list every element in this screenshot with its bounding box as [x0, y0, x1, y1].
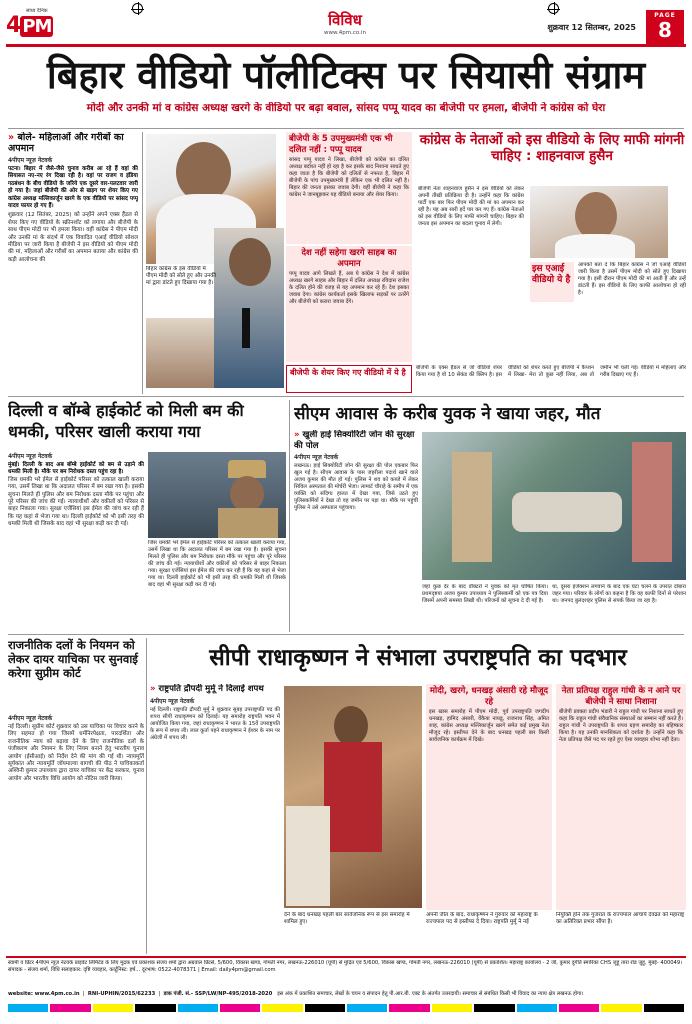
story5-headline: सीपी राधाकृष्णन ने संभाला उपराष्ट्रपति का पदभार: [209, 645, 627, 671]
ai-video-tag: इस एआई वीडियो ये है: [530, 262, 574, 302]
section-name: विविध: [328, 11, 362, 29]
police-photo: [148, 452, 286, 538]
imprint: स्वामी व प्रिंटर 4पीएम न्यूज़ नेटवर्क प्राइवेट लिमिटेड के लिए मुद्रक एवं प्रकाशक संजय शर्मा द्वारा अग्रवाल प्रिंटर्स, 5/600, विकास खण्ड, गोमती नगर, लखनऊ-226010 (यूपी) से मुद्रित एवं 5/600, विकास खण्ड, गोमती नगर, लखनऊ-226010 (यूपी) से प्रकाशित। महाराष्ट्र कार्यालय - 2 जी, कुमार दुर्गति स्मारिका CHS जूहू तारा रोड जुहू, मुंबई- 400049। संपादक - संजय शर्मा, विधि सलाहकार: दृष्टि व्यवहार, कार्टूनिस्ट: हर्ष... दूरभाष: 0522-4078371 | Email: daily4pm@gmail.com: [8, 960, 683, 973]
ai-video-text: आपको बता दें कि बिहार कांग्रेस ने जो एआई वीडियो जारी किया है उसमें पीएम मोदी को सोते हुए दिखाया गया है। इसी दौरान पीएम मोदी की मां आती हैं और उन्हें डांटती हैं। इस वीडियो के लिए काफी आलोचना हो रही है।: [578, 262, 686, 296]
story5-column-3: नियुक्ति होने तक गुजरात के राज्यपाल आचार्य देवव्रत को महाराष्ट्र का अतिरिक्त प्रभार सौंपा है।: [556, 912, 685, 925]
lead-deck: मोदी और उनकी मां व कांग्रेस अध्यक्ष खरगे के वीडियो पर बढ़ा बवाल, सांसद पप्पू यादव का बीजेपी पर हमला, बीजेपी ने कांग्रेस को घेरा: [86, 102, 606, 114]
website-label: www.4pm.co.in: [324, 30, 366, 36]
pappu-yadav-photo: [214, 228, 284, 388]
byline: 4पीएम न्यूज़ नेटवर्क: [8, 157, 53, 164]
bjp-video-text: बीजेपी के एक्स हैंडल से जो वीडियो शेयर किया गया है वो 10 सेकंड की क्लिप है। इस वीडियो को शेयर करते हुए बीजेपी ने कैप्शन में लिखा- मेरा तो कुछ नहीं लिया, अब तो जमीन भी चली गई। वीडियो में महिलाएं और गरीब दिखाए गए हैं।: [416, 365, 686, 378]
date: शुक्रवार 12 सितम्बर, 2025: [547, 23, 636, 32]
story2-column-1: 4पीएम न्यूज़ नेटवर्क मुंबई। दिल्ली के बाद अब बॉम्बे हाईकोर्ट को बम से उड़ाने की धमकी मिली है। मौके पर बम निरोधक दस्ता पहुंच रहा है। जिस धमकी भरे ईमेल से हाईकोर्ट परिसर को तत्काल खाली कराया गया, उसमें लिखा था कि अदालत परिसर में बम रखा गया है। इसकी सूचना मिलते ही पुलिस और बम निरोधक दस्ता मौके पर पहुंचा और पूरे परिसर की जांच की गई। न्यायाधीशों और वकीलों को परिसर से बाहर निकाला गया। सुरक्षा एजेंसियां इस ईमेल की जांच कर रही हैं कि यह कहां से भेजा गया था। दिल्ली हाईकोर्ट को भी इसी तरह की धमकी मिली थी जिसके बाद वहां भी सुरक्षा कड़ी कर दी गई।: [8, 453, 144, 528]
shahnawaz-photo: [530, 186, 668, 258]
color-bar: [8, 1004, 684, 1016]
story4-headline: राजनीतिक दलों के नियमन को लेकर दायर याचिका पर सुनवाई करेगा सुप्रीम कोर्ट: [8, 638, 138, 680]
oath-caption: देने के बाद धनखड़ पहली बार सार्वजनिक रूप से इस समारोह में शामिल हुए।: [284, 912, 410, 925]
shahnawaz-text: बीजेपी नेता शाहनवाज हुसैन ने इस वीडियो को लेकर अपनी तीखी प्रतिक्रिया दी है। उन्होंने कहा कि कांग्रेस पार्टी एक बार फिर पीएम मोदी की मां का अपमान कर रही है। यह अब सारी हदें पार कर गए हैं। कांग्रेस नेताओं को इस वीडियो के लिए माफी मांगनी चाहिए। बिहार की जनता इस अपमान का बदला चुनाव में लेगी।: [418, 186, 524, 227]
story5-column-1: » राष्ट्रपति द्रौपदी मुर्मू ने दिलाई शपथ 4पीएम न्यूज़ नेटवर्क नई दिल्ली। राष्ट्रपति द्रौपदी मुर्मू ने शुक्रवार सुबह उपराष्ट्रपति पद की शपथ सीपी राधाकृष्णन को दिलाई। यह समारोह राष्ट्रपति भवन में आयोजित किया गया, जहां राधाकृष्णन ने भारत के 15वें उपराष्ट्रपति के रूप में शपथ ली। लाल कुर्ता पहने राधाकृष्णन ने ईश्वर के नाम पर अंग्रेजी में शपथ ली।: [150, 684, 280, 741]
story2-column-2: जिस धमकी भरे ईमेल से हाईकोर्ट परिसर को तत्काल खाली कराया गया, उसमें लिखा था कि अदालत परिसर में बम रखा गया है। इसकी सूचना मिलते ही पुलिस और बम निरोधक दस्ता मौके पर पहुंचा और पूरे परिसर की जांच की गई। न्यायाधीशों और वकीलों को परिसर से बाहर निकाला गया। सुरक्षा एजेंसियां इस ईमेल की जांच कर रही हैं कि यह कहां से भेजा गया था। दिल्ली हाईकोर्ट को भी इसी तरह की धमकी मिली थी जिसके बाद वहां भी सुरक्षा कड़ी कर दी गई।: [148, 540, 286, 588]
logo-tagline: सांध्य दैनिक: [26, 8, 48, 14]
lead-column-1: » बोले- महिलाओं और गरीबों का अपमान 4पीएम न्यूज़ नेटवर्क पटना। बिहार में जैसे-जैसे चुनाव करीब आ रहे हैं वहां की सियासत नए-नए रंग दिखा रही है। वहां पर राजग व इंडिया गठबंधन के बीच वीडियो के जरिये एक दूसरे वार-पलटवार जारी हो गया है। जहां बीजेपी की ओर से खड़ग पर शेयर किए गए कांग्रेस अध्यक्ष मल्लिकार्जुन खरगे के एक वीडियो पर सांसद पप्पू यादव फायर हो गए हैं। शुक्रवार (12 सितंबर, 2025) को उन्होंने अपने एक्स हैंडल से शेयर किए गए वीडियो के स्क्रीनशॉट को लगाया और बीजेपी के साथ पीएम मोदी पर भी हमला किया। वहीं कांग्रेस ने पीएम मोदी और उनकी मां के संदर्भ में एक विवादित एआई वीडियो सोशल मीडिया पर जारी किया है बीजेपी ने इस वीडियो को पीएम मोदी की मां, महिलाओं और गरीबों का अपमान बताया और कांग्रेस की कड़ी आलोचना की: [8, 132, 138, 263]
masthead-rule: [6, 44, 686, 47]
attendees-box: मोदी, खरगे, धनखड़ अंसारी रहे मौजूद रहे इस खास समारोह में पीएम मोदी, पूर्व उपराष्ट्रपति जगदीप धनखड़, हामिद अंसारी, वेंकैया नायडू, राजनाथ सिंह, अमित शाह, कांग्रेस अध्यक्ष मल्लिकार्जुन खरगे समेत कई प्रमुख नेता मौजूद रहे। इस्तीफा देने के बाद धनखड़ पहली बार किसी सार्वजनिक कार्यक्रम में दिखे।: [426, 684, 552, 910]
story3-headline: सीएम आवास के करीब युवक ने खाया जहर, मौत: [294, 404, 601, 424]
hospital-photo: [422, 432, 686, 580]
registration-mark: [548, 3, 559, 14]
story2-headline: दिल्ली व बॉम्बे हाईकोर्ट को मिली बम की धमकी, परिसर खाली कराया गया: [8, 401, 244, 441]
footer-rule: [6, 956, 686, 958]
footer-meta: website: www.4pm.co.in | RNI-UPHIN/2015/62233 | डाक पंजी. सं.- SSP/LW/NP-495/2018-2020 इस अंक में प्रकाशित समाचार, लेखों के चयन व संपादन हेतु पी.आर.बी. एक्ट के अंतर्गत उत्तरदायी। समाचार से संबंधित किसी भी विवाद का न्याय क्षेत्र लखनऊ होगा।: [8, 991, 584, 997]
rahul-box: नेता प्रतिपक्ष राहुल गांधी के न आने पर बीजेपी ने साधा निशाना बीजेपी प्रवक्ता प्रदीप भंडारी ने राहुल गांधी पर निशाना साधते हुए कहा कि राहुल गांधी संवैधानिक संस्थाओं का सम्मान नहीं करते हैं। राहुल गांधी ने उपराष्ट्रपति के शपथ ग्रहण समारोह का बहिष्कार किया है। यह उनकी मानसिकता को दर्शाता है। उन्होंने कहा कि नेता प्रतिपक्ष जैसे पद पर रहते हुए ऐसा व्यवहार शोभा नहीं देता।: [556, 684, 686, 910]
story5-column-2: अपनी जीत के बाद, राधाकृष्णन ने गुरुवार को महाराष्ट्र के राज्यपाल पद से इस्तीफा दे दिया। राष्ट्रपति मुर्मू ने नई: [426, 912, 538, 925]
story4-column: 4पीएम न्यूज़ नेटवर्क नई दिल्ली। सुप्रीम कोर्ट शुक्रवार को उस याचिका पर विचार करने के लिए सहमत हो गया जिसमें धर्मनिरपेक्षता, पारदर्शिता और राजनीतिक न्याय को बढ़ावा देने के लिए राजनीतिक दलों के पंजीकरण और नियमन के लिए नियम बनाने हेतु भारतीय चुनाव आयोग (ईसीआई) को निर्देश देने की मांग की गई थी। न्यायमूर्ति सूर्यकांत और न्यायमूर्ति जॉयमाल्या बागची की पीठ ने याचिकाकर्ता अश्विनी कुमार उपाध्याय द्वारा दायर याचिका पर केंद्र सरकार, चुनाव आयोग और भारतीय विधि आयोग को नोटिस जारी किया।: [8, 715, 144, 782]
oath-photo: [284, 686, 422, 908]
page-number-box: PAGE 8: [646, 10, 684, 44]
lead-photo-caption: बिहार कांग्रेस के इस वीडियो में पीएम मोदी को सोते हुए और उनकी मां द्वारा डांटते हुए दिखाया गया है।: [146, 266, 216, 286]
story3-column-2: जहां कुछ देर के बाद डॉक्टरों ने युवक को मृत घोषित किया। प्रथमदृष्टया अजय कुमार उपाध्याय ने पुलिसकर्मी को एक पत्र दिया जिसमें अपनी समस्या लिखी थी। परिजनों को सूचना दे दी गई है।: [422, 584, 548, 604]
logo: सांध्य दैनिक 4 PM: [6, 8, 52, 38]
bjp-video-box: बीजेपी के शेयर किए गए वीडियो में ये है: [286, 365, 412, 393]
registration-mark: [132, 3, 143, 14]
pappu-box: बीजेपी के 5 उपमुख्यमंत्री एक भी दलित नहीं : पप्पू यादव सांसद पप्पू यादव ने लिखा, बीजेपी को कांग्रेस का दलित अध्यक्ष बर्दाश्त नहीं हो रहा है कर इसके बाद निशाना साधते हुए कहा जाता है कि बीजेपी को दलितों से नफरत है, बिहार में बीजेपी के पांच उपमुख्यमंत्री हैं लेकिन एक भी दलित नहीं है। बिहार की जनता इसका जवाब देगी। वहीं बीजेपी ने कहा कि कांग्रेस ने जानबूझकर यह वीडियो बनाया और शेयर किया।: [286, 132, 412, 244]
video-still-photo: [146, 318, 214, 388]
lead-subhead: बोले- महिलाओं और गरीबों का अपमान: [8, 132, 124, 154]
kharge-insult-box: देश नहीं सहेगा खरगे साहब का अपमान पप्पू यादव आगे लिखते हैं, अब ये कांग्रेस ने देश में कांग्रेस अध्यक्ष खरगे साहब और बिहार में दलित अध्यक्ष रविदास राजेश के दलित होने की वजह से यह अपमान कर रहे हैं। देश इसका जवाब देगा। कांग्रेस कार्यकर्ता इसके खिलाफ सड़कों पर उतरेंगे और बीजेपी को करारा जवाब देंगे।: [286, 246, 412, 362]
lead-headline: बिहार वीडियो पॉलीटिक्स पर सियासी संग्राम: [46, 53, 646, 97]
story3-column-1: » खुली हाई सिक्योरिटी जोन की सुरक्षा की पोल 4पीएम न्यूज़ नेटवर्क लखनऊ। हाई सिक्योरिटी जोन की सुरक्षा की पोल एकबार फिर खुल गई है। सीएम आवास के पास जहरीला पदार्थ खाने वाले अजय कुमार की मौत हो गई। पुलिस ने शव को कब्जे में लेकर सिविल अस्पताल की मोर्चरी भेजा। लामार्ट चौराहे के समीप में एक व्यक्ति को संदिग्ध हालत में देखा गया, जिसे उठते हुए पुलिसकर्मियों ने देखा तो वह जमीन पर पड़ा था। मौके पर पहुंची पुलिस ने उसे अस्पताल पहुंचाया।: [294, 430, 418, 511]
shahnawaz-headline: कांग्रेस के नेताओं को इस वीडियो के लिए माफी मांगनी चाहिए : शाहनवाज हुसैन: [419, 132, 685, 164]
story3-column-3: था, दूसरा इंजेक्शन लगवाने के बाद एक घंटा चलने के उपरांत दोबारा जहर गया। परिवार के लोगों का कहना है कि वह काफी दिनों से परेशान था। जनपद बुलंदशहर पुलिस से संपर्क किया जा रहा है।: [552, 584, 686, 604]
